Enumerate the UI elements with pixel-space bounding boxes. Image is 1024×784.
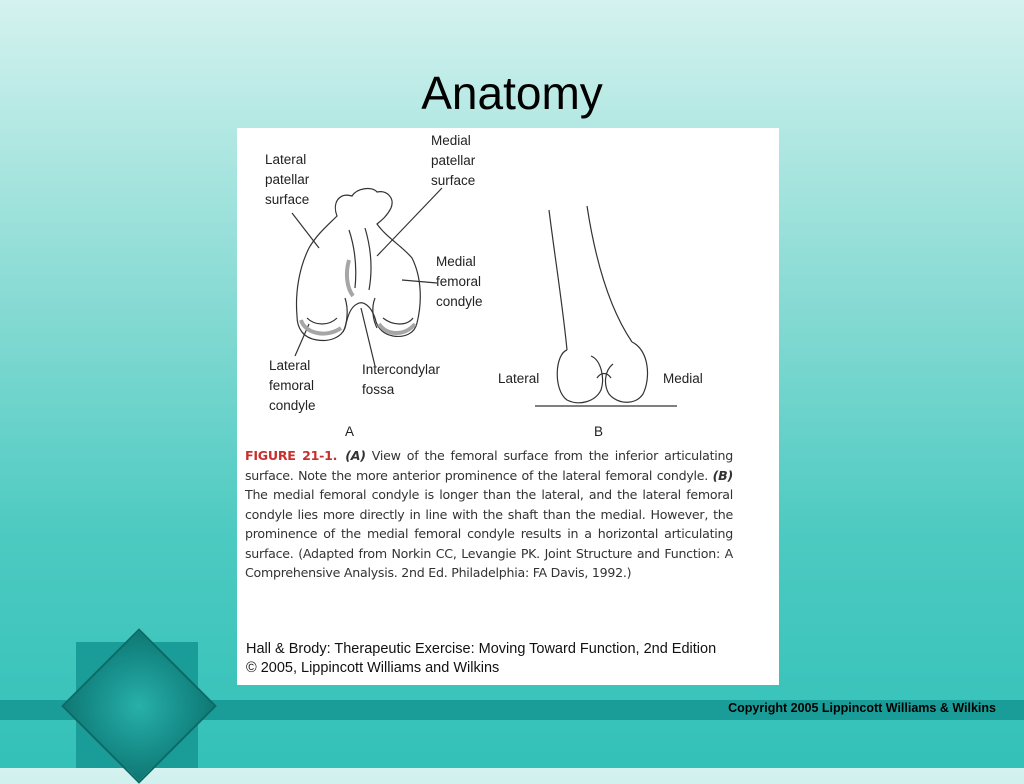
caption-part-b-marker: (B) xyxy=(712,467,733,483)
leader-medial-patellar xyxy=(377,188,442,256)
label-lateral: Lateral xyxy=(498,371,540,386)
panel-letter-b: B xyxy=(594,424,604,439)
femur-b-medial-condyle xyxy=(606,342,648,402)
credit-line-2: © 2005, Lippincott Williams and Wilkins xyxy=(246,660,500,676)
femur-a-groove xyxy=(349,228,371,290)
caption-part-b-text: The medial femoral condyle is longer than the lateral, and the lateral femoral condyle lies more directly in line with the shaft than the medial. However, the prominence of the medial femoral condyle results in a horizontal articulating surface. (Adapted from Norkin CC, Levangie PK. Joint Structure and Function: A Comprehensive Analysis. 2nd Ed. Philadelphia: FA Davis, 1992.) xyxy=(245,487,733,580)
figure-panel xyxy=(237,128,779,685)
label-medial: Medial xyxy=(663,371,703,386)
femur-illustration xyxy=(237,128,779,685)
figure-number: FIGURE 21-1. xyxy=(245,448,338,463)
figure-b-drawing xyxy=(535,206,677,406)
slide-title: Anatomy xyxy=(421,67,603,119)
femur-b-shaft xyxy=(549,210,567,350)
source-credit xyxy=(246,640,786,678)
label-intercondylar-fossa: Intercondylar fossa xyxy=(362,362,441,397)
caption-part-a-text: View of the femoral surface from the inferior articulating surface. Note the more anterior prominence of the lateral femoral condyle. xyxy=(245,448,733,483)
credit-line-1: Hall & Brody: Therapeutic Exercise: Moving Toward Function, 2nd Edition xyxy=(246,641,717,657)
label-lateral-femoral-condyle: Lateral femoral condyle xyxy=(269,358,316,413)
figure-caption xyxy=(245,446,733,583)
femur-a-outline xyxy=(297,189,421,341)
label-lateral-patellar-surface: Lateral patellar surface xyxy=(265,152,310,207)
leader-lateral-patellar xyxy=(292,213,319,248)
femur-a-arc xyxy=(307,318,413,324)
panel-letter-a: A xyxy=(345,424,355,439)
footer-copyright: Copyright 2005 Lippincott Williams & Wilkins xyxy=(728,701,996,715)
label-medial-patellar-surface: Medial patellar surface xyxy=(431,133,476,188)
caption-part-a-marker: (A) xyxy=(345,448,366,463)
femur-b-notch xyxy=(597,374,611,379)
figure-a-drawing xyxy=(292,188,442,366)
figure-a-shading xyxy=(301,260,415,334)
femur-b-lateral-condyle xyxy=(557,350,602,403)
label-medial-femoral-condyle: Medial femoral condyle xyxy=(436,254,483,309)
femur-b-shaft xyxy=(587,206,632,342)
